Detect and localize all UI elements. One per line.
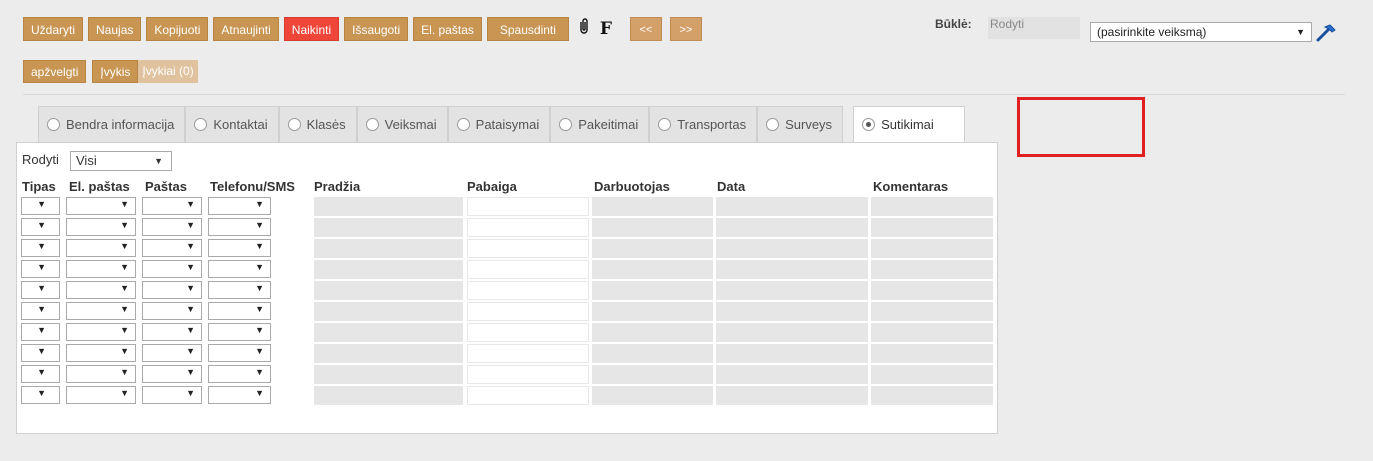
chevron-down-icon: ▼ (255, 283, 264, 293)
type-select[interactable] (21, 344, 60, 362)
chevron-down-icon: ▼ (255, 346, 264, 356)
comment-cell[interactable] (871, 323, 993, 342)
type-select[interactable] (21, 260, 60, 278)
radio-icon (366, 118, 379, 131)
chevron-down-icon: ▼ (120, 325, 129, 335)
mail-select[interactable] (142, 365, 202, 383)
radio-icon (457, 118, 470, 131)
header-end: Pabaiga (467, 179, 517, 194)
employee-cell[interactable] (592, 386, 713, 405)
comment-cell[interactable] (871, 386, 993, 405)
date-cell[interactable] (716, 260, 868, 279)
end-input[interactable] (467, 344, 589, 363)
review-button[interactable]: apžvelgti (23, 60, 86, 83)
email-select[interactable] (66, 323, 136, 341)
action-select-value: (pasirinkite veiksmą) (1097, 25, 1207, 39)
start-cell[interactable] (314, 239, 463, 258)
previous-button[interactable]: << (630, 17, 662, 41)
header-type: Tipas (22, 179, 56, 194)
employee-cell[interactable] (592, 239, 713, 258)
employee-cell[interactable] (592, 323, 713, 342)
type-select[interactable] (21, 302, 60, 320)
tab-surveys[interactable] (757, 106, 843, 142)
comment-cell[interactable] (871, 260, 993, 279)
date-cell[interactable] (716, 365, 868, 384)
chevron-down-icon: ▼ (120, 262, 129, 272)
comment-cell[interactable] (871, 365, 993, 384)
chevron-down-icon: ▼ (255, 262, 264, 272)
start-cell[interactable] (314, 302, 463, 321)
chevron-down-icon: ▼ (37, 346, 46, 356)
status-label: Būklė: (935, 17, 972, 31)
mail-select[interactable] (142, 281, 202, 299)
chevron-down-icon: ▼ (186, 262, 195, 272)
phone-select[interactable] (208, 239, 271, 257)
chevron-down-icon: ▼ (255, 241, 264, 251)
date-cell[interactable] (716, 218, 868, 237)
tab-label: Kontaktai (213, 117, 268, 132)
mail-select[interactable] (142, 323, 202, 341)
chevron-down-icon: ▼ (255, 304, 264, 314)
start-cell[interactable] (314, 218, 463, 237)
end-input[interactable] (467, 260, 589, 279)
chevron-down-icon: ▼ (255, 325, 264, 335)
start-cell[interactable] (314, 365, 463, 384)
chevron-down-icon: ▼ (37, 304, 46, 314)
chevron-down-icon: ▼ (255, 388, 264, 398)
employee-cell[interactable] (592, 281, 713, 300)
date-cell[interactable] (716, 344, 868, 363)
chevron-down-icon: ▼ (1296, 27, 1305, 37)
type-select[interactable] (21, 218, 60, 236)
comment-cell[interactable] (871, 239, 993, 258)
paperclip-icon[interactable] (574, 17, 594, 41)
mail-select[interactable] (142, 386, 202, 404)
email-select[interactable] (66, 197, 136, 215)
print-button[interactable]: Spausdinti (487, 17, 569, 41)
radio-icon (47, 118, 60, 131)
chevron-down-icon: ▼ (37, 262, 46, 272)
employee-cell[interactable] (592, 197, 713, 216)
delete-button[interactable]: Naikinti (284, 17, 339, 41)
header-comment: Komentaras (873, 179, 949, 194)
radio-icon (766, 118, 779, 131)
start-cell[interactable] (314, 281, 463, 300)
chevron-down-icon: ▼ (120, 199, 129, 209)
employee-cell[interactable] (592, 365, 713, 384)
tab-label: Bendra informacija (66, 117, 175, 132)
close-button[interactable]: Uždaryti (23, 17, 83, 41)
filter-select[interactable] (70, 151, 172, 171)
chevron-down-icon: ▼ (186, 388, 195, 398)
email-select[interactable] (66, 218, 136, 236)
end-input[interactable] (467, 302, 589, 321)
start-cell[interactable] (314, 386, 463, 405)
tab-label: Pataisymai (475, 117, 540, 132)
phone-select[interactable] (208, 386, 271, 404)
mail-select[interactable] (142, 218, 202, 236)
next-button[interactable]: >> (670, 17, 702, 41)
radio-selected-icon (862, 118, 875, 131)
start-cell[interactable] (314, 260, 463, 279)
type-select[interactable] (21, 365, 60, 383)
employee-cell[interactable] (592, 218, 713, 237)
tab-label: Pakeitimai (578, 117, 639, 132)
tab-label: Sutikimai (881, 117, 934, 132)
date-cell[interactable] (716, 197, 868, 216)
header-date: Data (717, 179, 746, 194)
email-select[interactable] (66, 365, 136, 383)
refresh-button[interactable]: Atnaujinti (213, 17, 278, 41)
phone-select[interactable] (208, 323, 271, 341)
chevron-down-icon: ▼ (120, 346, 129, 356)
secondary-toolbar (23, 60, 198, 83)
tab-classes[interactable] (279, 106, 357, 142)
chevron-down-icon: ▼ (154, 156, 163, 166)
date-cell[interactable] (716, 239, 868, 258)
tab-general-info[interactable] (38, 106, 185, 142)
chevron-down-icon: ▼ (37, 367, 46, 377)
header-start: Pradžia (314, 179, 361, 194)
chevron-down-icon: ▼ (37, 388, 46, 398)
header-phone: Telefonu/SMS (210, 179, 295, 194)
end-input[interactable] (467, 281, 589, 300)
phone-select[interactable] (208, 302, 271, 320)
divider (23, 94, 1345, 95)
chevron-down-icon: ▼ (186, 367, 195, 377)
email-select[interactable] (66, 260, 136, 278)
header-employee: Darbuotojas (594, 179, 670, 194)
radio-icon (559, 118, 572, 131)
chevron-down-icon: ▼ (120, 388, 129, 398)
start-cell[interactable] (314, 344, 463, 363)
tab-contacts[interactable] (185, 106, 278, 142)
type-select[interactable] (21, 323, 60, 341)
header-mail: Paštas (145, 179, 187, 194)
chevron-down-icon: ▼ (37, 283, 46, 293)
chevron-down-icon: ▼ (255, 199, 264, 209)
chevron-down-icon: ▼ (186, 241, 195, 251)
new-button[interactable]: Naujas (88, 17, 141, 41)
end-input[interactable] (467, 218, 589, 237)
start-cell[interactable] (314, 323, 463, 342)
tab-consents[interactable] (853, 106, 965, 142)
f-button[interactable]: F (599, 19, 612, 39)
status-value: Rodyti (988, 17, 1080, 39)
mail-select[interactable] (142, 239, 202, 257)
event-button[interactable]: Įvykis (92, 60, 138, 83)
chevron-down-icon: ▼ (37, 241, 46, 251)
chevron-down-icon: ▼ (186, 199, 195, 209)
tab-changes[interactable] (550, 106, 649, 142)
end-input[interactable] (467, 386, 589, 405)
chevron-down-icon: ▼ (37, 220, 46, 230)
email-select[interactable] (66, 239, 136, 257)
comment-cell[interactable] (871, 281, 993, 300)
date-cell[interactable] (716, 281, 868, 300)
chevron-down-icon: ▼ (186, 220, 195, 230)
chevron-down-icon: ▼ (186, 346, 195, 356)
chevron-down-icon: ▼ (255, 367, 264, 377)
mail-select[interactable] (142, 197, 202, 215)
tab-transport[interactable] (649, 106, 757, 142)
chevron-down-icon: ▼ (120, 241, 129, 251)
tab-actions[interactable] (357, 106, 448, 142)
phone-select[interactable] (208, 281, 271, 299)
radio-icon (194, 118, 207, 131)
chevron-down-icon: ▼ (186, 325, 195, 335)
header-email: El. paštas (69, 179, 130, 194)
highlight-box (1017, 97, 1145, 157)
chevron-down-icon: ▼ (37, 325, 46, 335)
save-button[interactable]: Išsaugoti (344, 17, 408, 41)
action-select[interactable] (1090, 22, 1312, 42)
type-select[interactable] (21, 281, 60, 299)
tab-label: Transportas (677, 117, 747, 132)
mail-select[interactable] (142, 344, 202, 362)
radio-icon (288, 118, 301, 131)
phone-select[interactable] (208, 197, 271, 215)
type-select[interactable] (21, 239, 60, 257)
tab-fixes[interactable] (448, 106, 551, 142)
end-input[interactable] (467, 197, 589, 216)
tab-label: Klasės (306, 117, 346, 132)
employee-cell[interactable] (592, 260, 713, 279)
email-select[interactable] (66, 386, 136, 404)
end-input[interactable] (467, 365, 589, 384)
filter-value: Visi (76, 153, 97, 168)
phone-select[interactable] (208, 260, 271, 278)
chevron-down-icon: ▼ (255, 220, 264, 230)
comment-cell[interactable] (871, 302, 993, 321)
consents-panel (16, 142, 998, 434)
chevron-down-icon: ▼ (186, 283, 195, 293)
tab-label: Surveys (785, 117, 833, 132)
hammer-icon[interactable] (1314, 23, 1338, 43)
mail-select[interactable] (142, 260, 202, 278)
date-cell[interactable] (716, 386, 868, 405)
events-count[interactable]: Įvykiai (0) (138, 60, 197, 83)
mail-select[interactable] (142, 302, 202, 320)
comment-cell[interactable] (871, 344, 993, 363)
phone-select[interactable] (208, 344, 271, 362)
employee-cell[interactable] (592, 302, 713, 321)
radio-icon (658, 118, 671, 131)
chevron-down-icon: ▼ (120, 304, 129, 314)
date-cell[interactable] (716, 302, 868, 321)
date-cell[interactable] (716, 323, 868, 342)
phone-select[interactable] (208, 218, 271, 236)
chevron-down-icon: ▼ (37, 199, 46, 209)
chevron-down-icon: ▼ (120, 220, 129, 230)
copy-button[interactable]: Kopijuoti (146, 17, 208, 41)
chevron-down-icon: ▼ (120, 283, 129, 293)
tab-bar (38, 106, 965, 142)
end-input[interactable] (467, 323, 589, 342)
chevron-down-icon: ▼ (186, 304, 195, 314)
email-select[interactable] (66, 281, 136, 299)
employee-cell[interactable] (592, 344, 713, 363)
phone-select[interactable] (208, 365, 271, 383)
start-cell[interactable] (314, 197, 463, 216)
end-input[interactable] (467, 239, 589, 258)
type-select[interactable] (21, 386, 60, 404)
tab-label: Veiksmai (384, 117, 437, 132)
comment-cell[interactable] (871, 218, 993, 237)
main-toolbar (23, 17, 710, 41)
comment-cell[interactable] (871, 197, 993, 216)
chevron-down-icon: ▼ (120, 367, 129, 377)
email-button[interactable]: El. paštas (413, 17, 482, 41)
email-select[interactable] (66, 344, 136, 362)
type-select[interactable] (21, 197, 60, 215)
email-select[interactable] (66, 302, 136, 320)
filter-label: Rodyti (22, 152, 59, 167)
